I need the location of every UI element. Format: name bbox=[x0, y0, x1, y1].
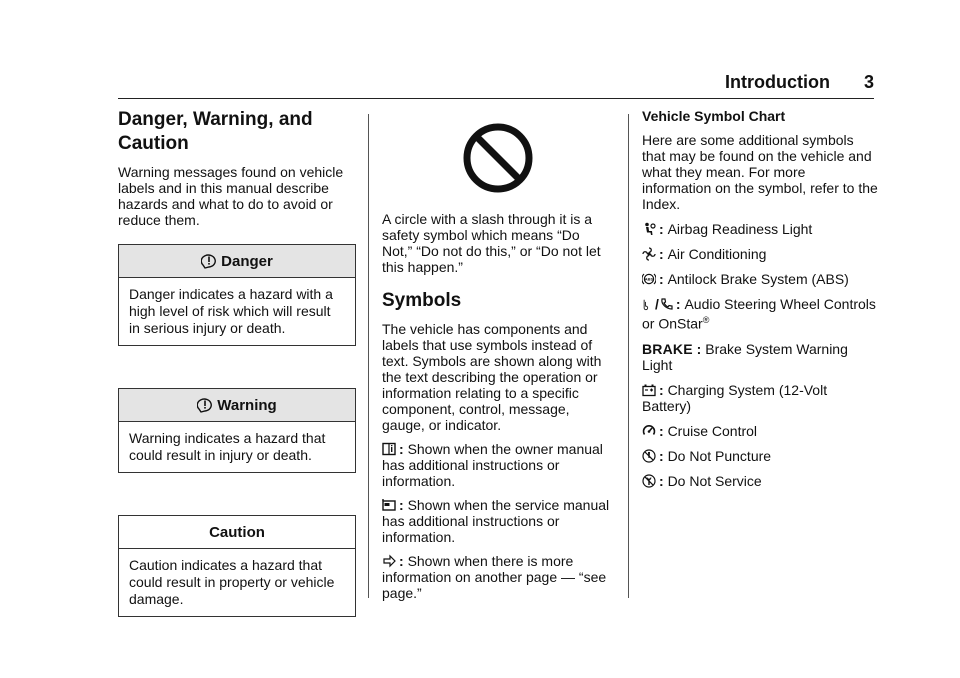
caution-box bbox=[118, 515, 356, 617]
airbag-text: Airbag Readiness Light bbox=[667, 221, 813, 237]
battery-icon bbox=[642, 383, 656, 397]
symbols-heading: Symbols bbox=[382, 290, 462, 311]
cruise-text: Cruise Control bbox=[667, 422, 758, 439]
audio-text: Audio Steering Wheel Controls or OnStar bbox=[642, 296, 876, 332]
fan-icon bbox=[642, 247, 656, 261]
service-item: : Do Not Service bbox=[642, 473, 878, 489]
do-not-puncture-icon bbox=[642, 449, 656, 463]
brake-label: BRAKE bbox=[642, 340, 693, 357]
charging-text: Charging System (12-Volt Battery) bbox=[642, 381, 828, 414]
danger-box bbox=[118, 244, 356, 346]
owner-manual-item: : Shown when the owner manual has additional instructions or information. bbox=[382, 441, 603, 489]
warning-header bbox=[119, 389, 355, 422]
brake-text: Brake System Warning Light bbox=[642, 340, 848, 373]
airbag-item: : Airbag Readiness Light bbox=[642, 221, 878, 237]
caution-header bbox=[119, 516, 355, 549]
charging-item: : Charging System (12-Volt Battery) bbox=[642, 381, 828, 414]
intro-text: Warning messages found on vehicle labels and in this manual describe hazards and what to do to avoid or reduce them. bbox=[118, 164, 344, 228]
danger-icon bbox=[201, 253, 217, 269]
do-not-service-icon bbox=[642, 474, 656, 488]
danger-text: Danger indicates a hazard with a high level of risk which will result in serious injury or death. bbox=[129, 286, 333, 336]
abs-item: ABS : Antilock Brake System (ABS) bbox=[642, 271, 878, 287]
audio-item: / : Audio Steering Wheel Controls or OnStar® bbox=[642, 296, 876, 332]
section-heading: Danger, Warning, and Caution bbox=[118, 109, 313, 154]
puncture-text: Do Not Puncture bbox=[667, 447, 772, 464]
see-page-item: : Shown when there is more information on another page — “see page.” bbox=[382, 553, 607, 601]
caution-label: Caution bbox=[209, 523, 265, 541]
chart-intro: Here are some additional symbols that may be found on the vehicle and what they mean. For more information on the symbol, refer to the Index. bbox=[642, 132, 878, 212]
warning-box bbox=[118, 388, 356, 473]
phone-icon bbox=[659, 297, 673, 311]
registered-mark: ® bbox=[702, 315, 710, 325]
ac-text: Air Conditioning bbox=[667, 246, 767, 262]
service-text: Do Not Service bbox=[667, 472, 762, 489]
column-1 bbox=[118, 108, 356, 617]
cruise-control-icon bbox=[642, 424, 656, 438]
column-3 bbox=[642, 108, 878, 489]
cruise-item: : Cruise Control bbox=[642, 423, 878, 439]
service-manual-icon bbox=[382, 498, 396, 512]
abs-icon bbox=[642, 272, 656, 286]
circle-slash-text: A circle with a slash through it is a safety symbol which means “Do Not,” “Do not do this,” or “Do not let this happen.” bbox=[382, 211, 601, 275]
page-number: 3 bbox=[863, 72, 874, 92]
caution-text: Caution indicates a hazard that could result in property or vehicle damage. bbox=[129, 557, 335, 607]
svg-text:ABS: ABS bbox=[644, 276, 654, 282]
warning-label: Warning bbox=[217, 396, 277, 414]
service-manual-text: Shown when the service manual has additional instructions or information. bbox=[382, 497, 610, 545]
prohibition-icon bbox=[462, 122, 534, 194]
page-header bbox=[118, 70, 874, 99]
column-2 bbox=[382, 108, 612, 601]
symbols-text: The vehicle has components and labels that use symbols instead of text. Symbols are shown along with the text describing the operation or information relating to a specific component, control, message, gauge, or indicator. bbox=[382, 321, 602, 433]
owner-manual-text: Shown when the owner manual has additional instructions or information. bbox=[382, 441, 603, 489]
audio-control-icon bbox=[642, 297, 652, 311]
airbag-icon bbox=[642, 222, 656, 236]
see-page-text: Shown when there is more information on another page — “see page.” bbox=[382, 553, 607, 601]
ac-item: : Air Conditioning bbox=[642, 246, 878, 262]
owner-manual-icon bbox=[382, 442, 396, 456]
brake-item: BRAKE : Brake System Warning Light bbox=[642, 340, 848, 373]
vehicle-symbol-chart-title: Vehicle Symbol Chart bbox=[642, 108, 786, 124]
puncture-item: : Do Not Puncture bbox=[642, 448, 878, 464]
column-divider-2 bbox=[628, 114, 629, 598]
abs-text: Antilock Brake System (ABS) bbox=[667, 271, 849, 287]
column-divider-1 bbox=[368, 114, 369, 598]
danger-header bbox=[119, 245, 355, 278]
section-title: Introduction bbox=[725, 72, 830, 92]
warning-text: Warning indicates a hazard that could result in injury or death. bbox=[129, 430, 326, 463]
warning-icon bbox=[197, 397, 213, 413]
see-page-icon bbox=[382, 554, 396, 568]
service-manual-item: : Shown when the service manual has additional instructions or information. bbox=[382, 497, 610, 545]
danger-label: Danger bbox=[221, 252, 273, 270]
